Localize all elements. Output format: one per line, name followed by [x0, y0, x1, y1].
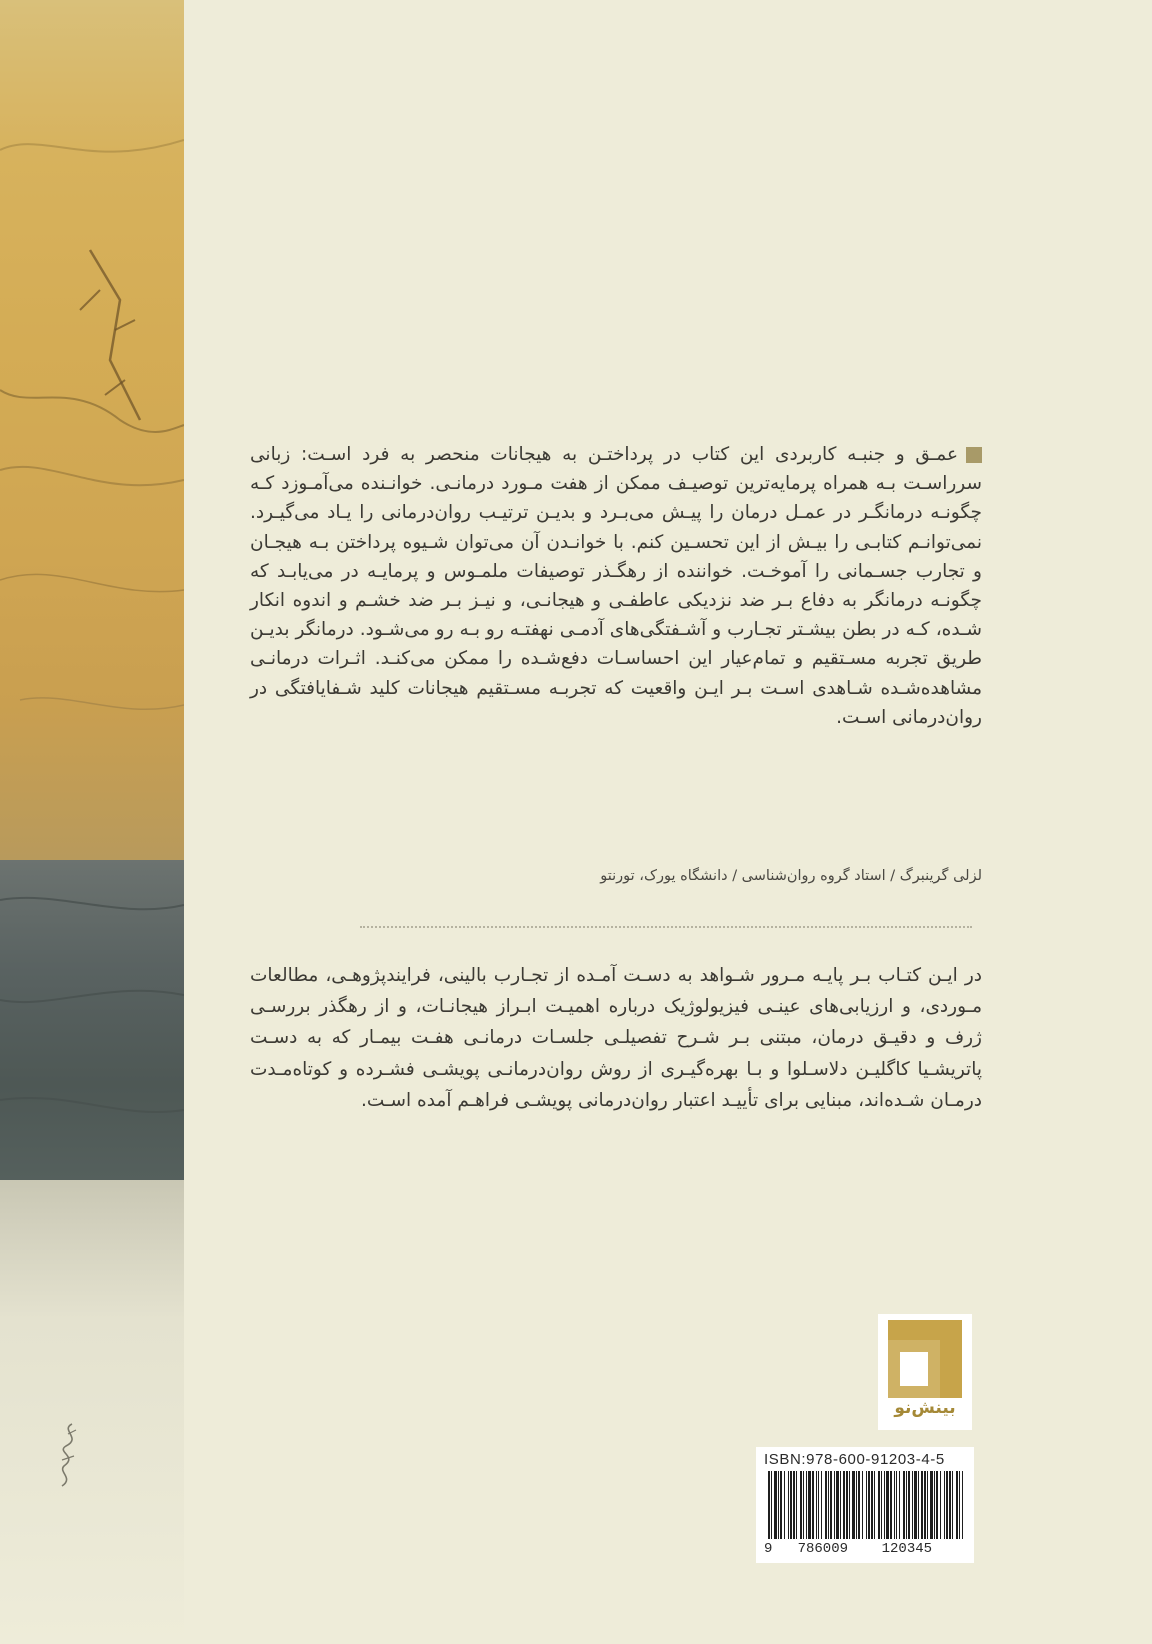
barcode-bar	[899, 1471, 900, 1539]
barcode-bar	[956, 1471, 958, 1539]
barcode-bar	[894, 1471, 895, 1539]
barcode-bar	[878, 1471, 880, 1539]
barcode-bar	[793, 1471, 795, 1539]
barcode-bar	[858, 1471, 860, 1539]
barcode-bar	[896, 1471, 897, 1539]
barcode-bar	[788, 1471, 789, 1539]
barcode-bar	[918, 1471, 919, 1539]
barcode-bar	[881, 1471, 882, 1539]
barcode-bar	[927, 1471, 928, 1539]
barcode-bar	[874, 1471, 875, 1539]
barcode-bar	[908, 1471, 910, 1539]
barcode-bar	[808, 1471, 811, 1539]
barcode	[766, 1471, 966, 1539]
blurb-attribution: لزلی گرینبرگ / استاد گروه روان‌شناسی / دانشگاه یورک، تورنتو	[600, 868, 982, 884]
barcode-bar	[940, 1471, 941, 1539]
cover-art-slate-texture	[0, 860, 184, 1180]
barcode-bar	[796, 1471, 797, 1539]
barcode-bar	[768, 1471, 770, 1539]
barcode-bar	[843, 1471, 845, 1539]
barcode-bar	[836, 1471, 839, 1539]
barcode-bar	[886, 1471, 889, 1539]
barcode-bar	[871, 1471, 873, 1539]
bracket-logo-icon	[888, 1320, 962, 1398]
barcode-bar	[818, 1471, 819, 1539]
barcode-bar	[812, 1471, 814, 1539]
cover-art-ochre-panel	[0, 0, 184, 860]
barcode-bar	[774, 1471, 777, 1539]
barcode-bar	[778, 1471, 779, 1539]
barcode-bar	[825, 1471, 827, 1539]
barcode-bar	[849, 1471, 850, 1539]
barcode-bar	[949, 1471, 951, 1539]
barcode-bar	[806, 1471, 807, 1539]
barcode-bar	[803, 1471, 804, 1539]
barcode-bar	[890, 1471, 892, 1539]
barcode-bar	[952, 1471, 953, 1539]
barcode-bar	[856, 1471, 857, 1539]
barcode-bar	[840, 1471, 841, 1539]
barcode-bar	[906, 1471, 907, 1539]
publisher-name: بینش‌نو	[894, 1398, 956, 1418]
barcode-bar	[834, 1471, 835, 1539]
barcode-bar	[934, 1471, 935, 1539]
blurb-primary	[250, 440, 982, 732]
barcode-bar	[959, 1471, 960, 1539]
barcode-bar	[821, 1471, 822, 1539]
barcode-bar	[921, 1471, 923, 1539]
cover-art-strip	[0, 0, 184, 1644]
blurb-primary-text: عمـق و جنبـه کاربردی این کتاب در پرداختـن به هیجانات منحصر به فرد اسـت: زبانی سرراسـت بـه همراه پرمایه‌ترین توصیـف ممکن از هفت مـورد درمانـی. خوانـنده می‌آمـوزد کـه چگونـه درمانگـر در عمـل درمان را پیـش می‌بـرد و بدیـن ترتیـب روان‌درمانی را یـاد می‌گیـرد. نمی‌توانـم کتابـی را بیـش از این تحسـین کنم. با خوانـدن آن می‌توان شـیوه پرداختن بـه هیجـان و تجارب جسـمانی را آموخـت. خواننده از رهگـذر توصیفات ملمـوس و پرمایـه در می‌یابـد که چگونـه درمانگر به دفاع بـر ضد نزدیکی عاطفـی و هیجانـی، و نیـز بـر ضد خشـم و اندوه انکار شـده، کـه در بطن بیشـتر تجـارب و آشـفتگی‌های آدمـی نهفتـه رو بـه رو می‌شـود. درمانگر بدیـن طریق تجربه مسـتقیم و تمام‌عیار این احساسـات دفع‌شـده را ممکن می‌کنـد. اثـرات درمانـی مشاهده‌شـده شـاهدی اسـت بـر ایـن واقعیت که تجربـه مسـتقیم هیجانات کلید شـفایافتگی در روان‌درمانی اسـت.	[250, 444, 982, 728]
barcode-digits: 9 786009 120345	[764, 1541, 933, 1557]
barcode-bar	[852, 1471, 855, 1539]
barcode-bar	[790, 1471, 792, 1539]
barcode-bar	[914, 1471, 917, 1539]
barcode-bar	[780, 1471, 782, 1539]
barcode-bar	[800, 1471, 802, 1539]
publisher-logo	[878, 1314, 972, 1430]
barcode-bar	[771, 1471, 772, 1539]
barcode-bar	[936, 1471, 938, 1539]
barcode-bar	[846, 1471, 848, 1539]
barcode-bar	[944, 1471, 945, 1539]
cover-art-fade	[0, 1180, 184, 1644]
barcode-bar	[884, 1471, 885, 1539]
cover-art-texture	[0, 0, 184, 860]
barcode-bar	[862, 1471, 863, 1539]
blurb-secondary	[250, 960, 982, 1116]
barcode-bar	[816, 1471, 817, 1539]
isbn-label: ISBN:978-600-91203-4-5	[764, 1451, 945, 1468]
barcode-bar	[946, 1471, 948, 1539]
barcode-bar	[784, 1471, 785, 1539]
barcode-bar	[828, 1471, 829, 1539]
dotted-divider	[360, 926, 972, 928]
blurb-secondary-text: در ایـن کتـاب بـر پایـه مـرور شـواهد به دسـت آمـده از تجـارب بالینی، فرایندپژوهـی، مطالعات مـوردی، و ارزیابی‌های عینـی فیزیولوژیک درباره اهمیـت ابـراز هیجانـات، و از رهگذر بررسـی ژرف و دقیـق درمان، مبتنی بـر شـرح تفصیلـی جلسـات درمانـی هفـت بیمـار که به دسـت پاتریشـیا کاگلیـن دلاسـلوا و بـا بهره‌گیـری از روش روان‌درمانـی پویشـی فشـرده و کوتاه‌مـدت درمـان شـده‌اند، مبنایی برای تأییـد اعتبار روان‌درمانی پویشـی فراهـم آمده اسـت.	[250, 965, 982, 1111]
cover-art-slate-panel	[0, 860, 184, 1180]
barcode-bar	[930, 1471, 933, 1539]
barcode-bar	[903, 1471, 905, 1539]
barcode-bar	[912, 1471, 913, 1539]
signature-icon	[52, 1420, 86, 1490]
barcode-bar	[868, 1471, 870, 1539]
barcode-bar	[924, 1471, 926, 1539]
barcode-bar	[962, 1471, 963, 1539]
isbn-barcode-panel	[756, 1447, 974, 1563]
barcode-bar	[866, 1471, 867, 1539]
square-bullet-icon	[966, 447, 982, 463]
barcode-bar	[830, 1471, 832, 1539]
